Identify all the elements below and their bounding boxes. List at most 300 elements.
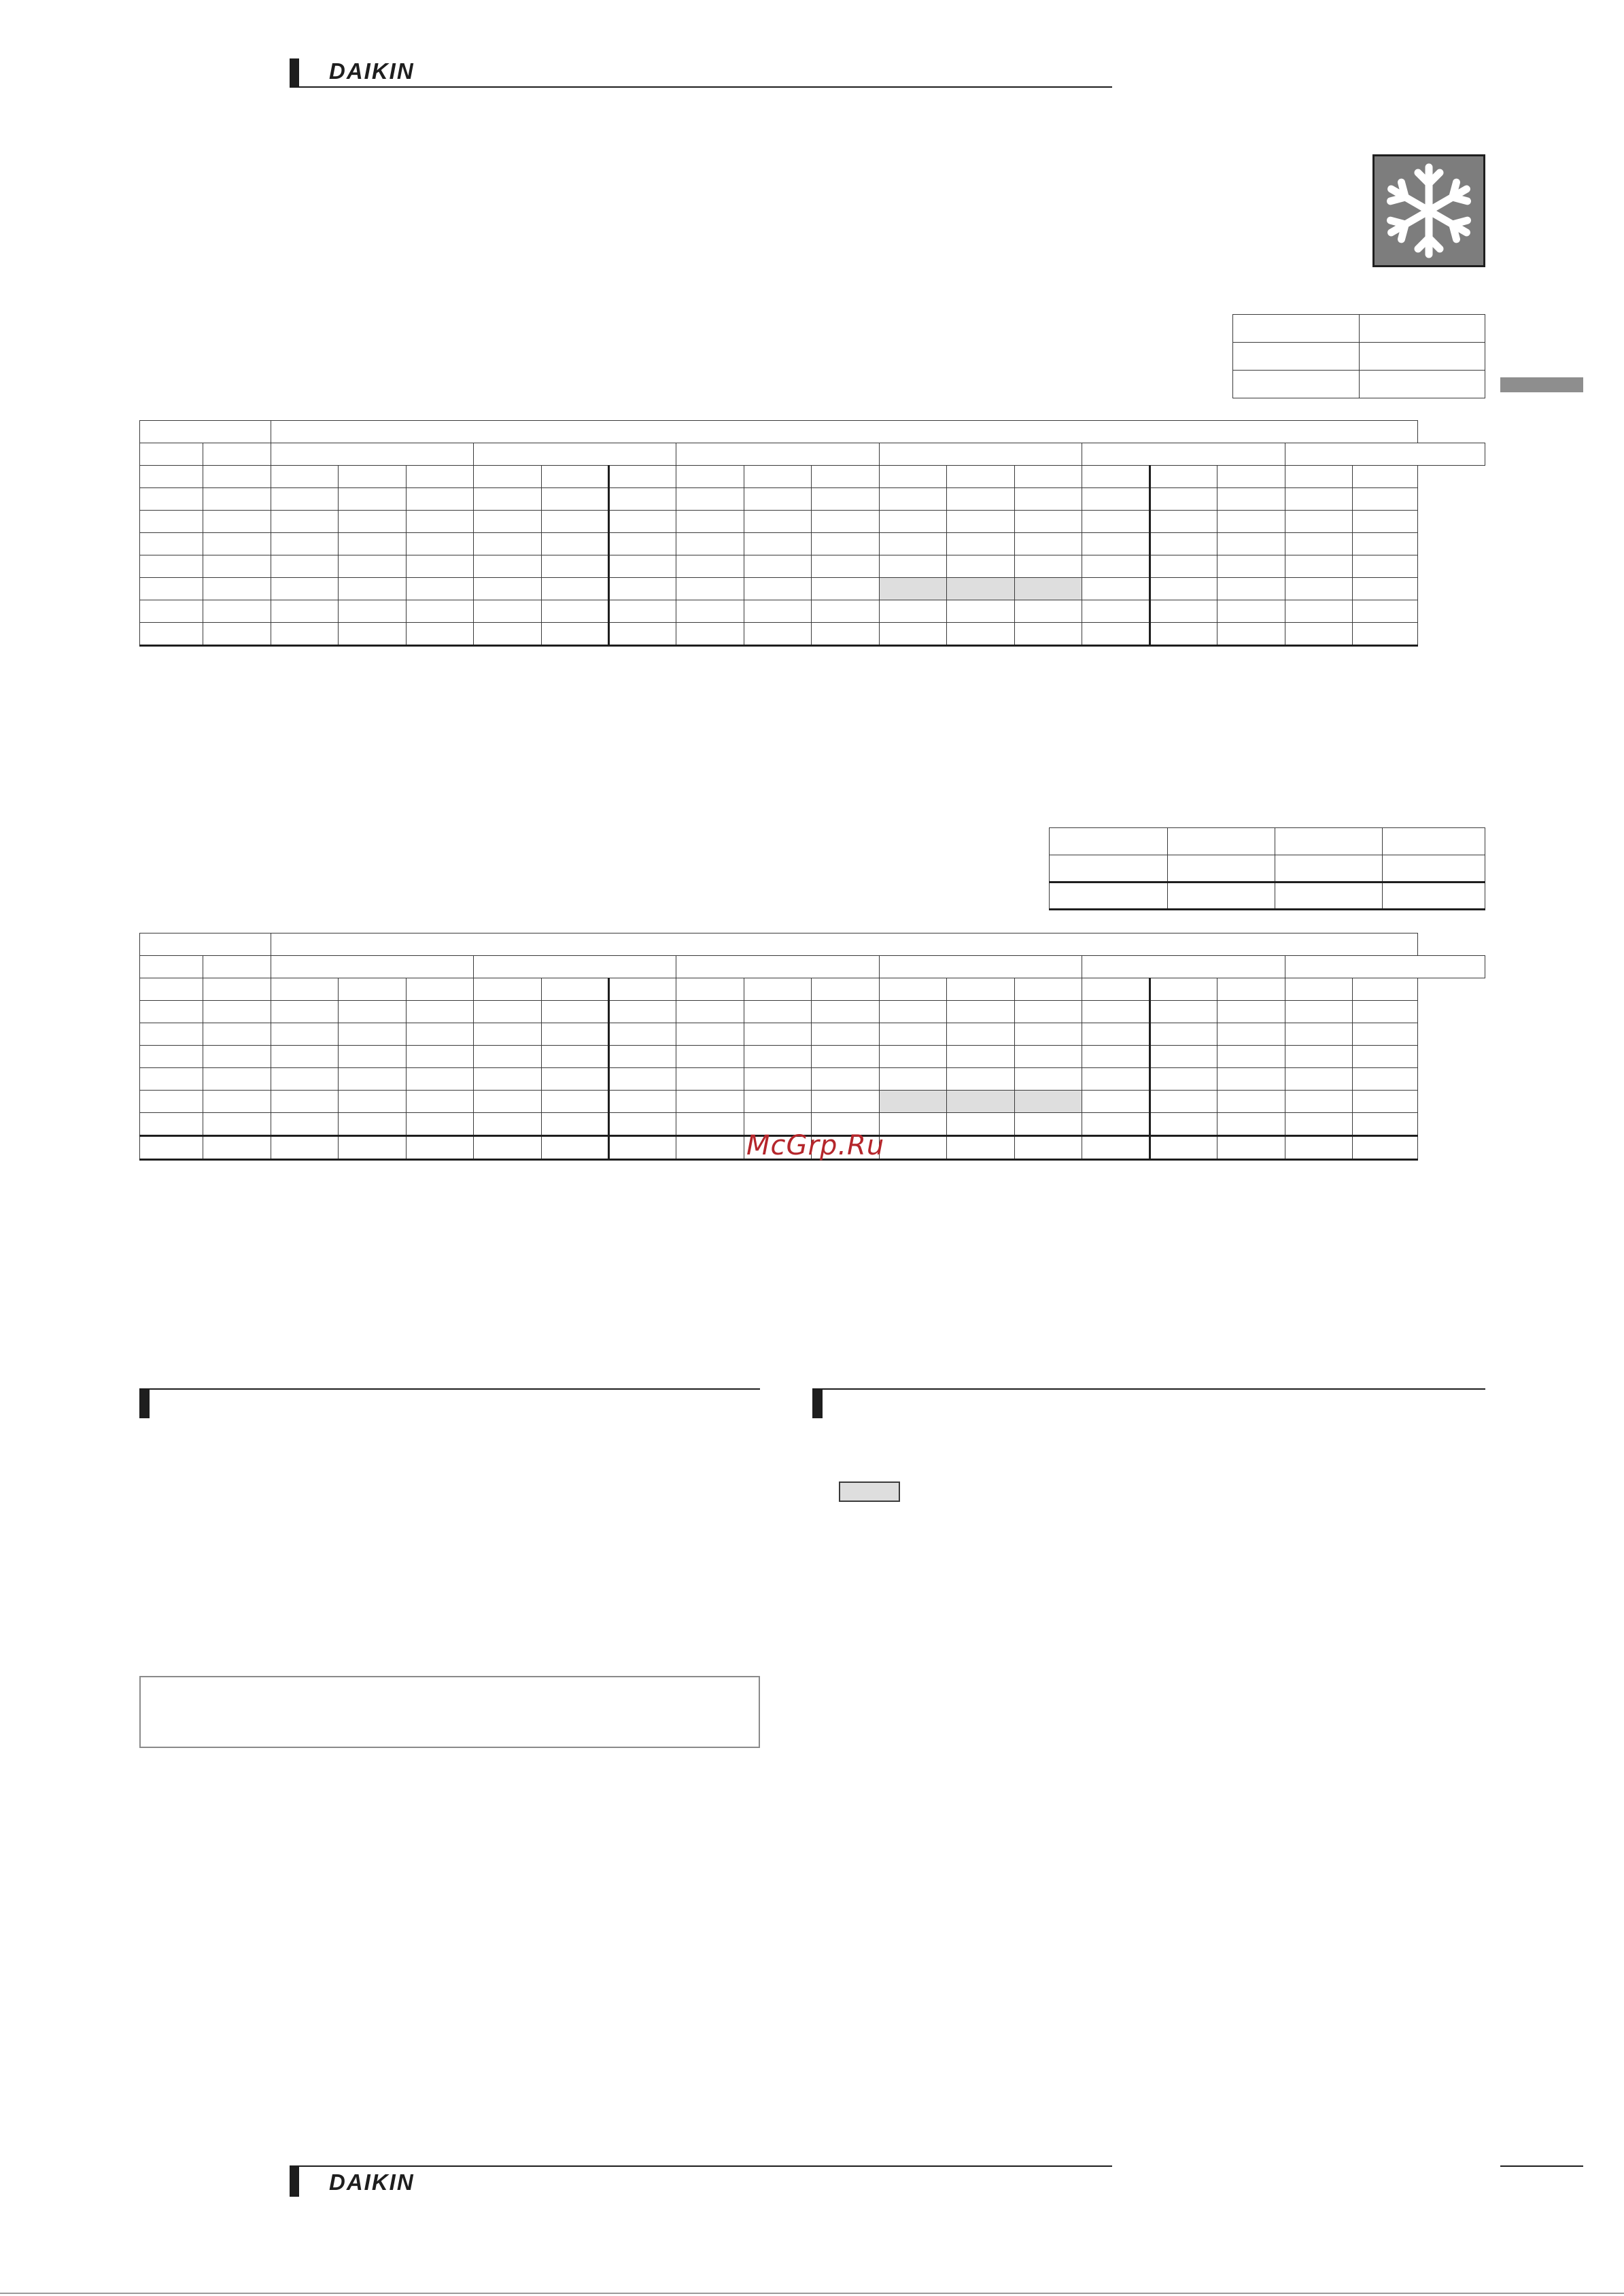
table-cell [812, 978, 880, 1001]
table-cell [140, 1091, 203, 1113]
table-cell [880, 511, 947, 533]
spec-table-1 [1232, 314, 1485, 398]
table-cell [203, 488, 271, 511]
table-cell [1082, 555, 1150, 578]
table-cell [880, 1113, 947, 1136]
table-cell [203, 600, 271, 623]
table-cell [947, 466, 1015, 488]
table-cell [609, 1068, 676, 1091]
table-cell [339, 533, 407, 555]
table-cell [676, 623, 744, 646]
table-cell [947, 623, 1015, 646]
table-cell [812, 1068, 880, 1091]
table-cell [542, 578, 609, 600]
table-cell [1217, 578, 1285, 600]
table-cell [1015, 623, 1082, 646]
table-cell [1353, 1136, 1418, 1160]
table-cell [1285, 1023, 1353, 1046]
table-cell [1150, 488, 1217, 511]
table-cell [407, 978, 474, 1001]
table-cell [1082, 623, 1150, 646]
table-cell [947, 578, 1015, 600]
table-cell [1150, 600, 1217, 623]
table-cell [880, 1068, 947, 1091]
table-cell [542, 488, 609, 511]
table-row [140, 533, 1485, 555]
table-cell [609, 1023, 676, 1046]
table-cell [812, 533, 880, 555]
table-cell [339, 1046, 407, 1068]
table-cell [542, 1001, 609, 1023]
table-cell [676, 555, 744, 578]
table-cell [407, 600, 474, 623]
table-cell [1353, 1023, 1418, 1046]
table-row [140, 1068, 1485, 1091]
table-cell [407, 555, 474, 578]
table-cell [880, 488, 947, 511]
bottom-edge-line [0, 2293, 1624, 2294]
table-cell [474, 466, 542, 488]
table-cell [1150, 1046, 1217, 1068]
table-cell [947, 1001, 1015, 1023]
table-cell [203, 511, 271, 533]
table-cell [542, 533, 609, 555]
table-cell [676, 1023, 744, 1046]
table-cell [1285, 555, 1353, 578]
table-cell [812, 600, 880, 623]
table-cell [407, 1046, 474, 1068]
table-cell [1217, 555, 1285, 578]
table-cell [1150, 1068, 1217, 1091]
table-cell [947, 978, 1015, 1001]
table-cell [203, 1113, 271, 1136]
table-cell [1015, 533, 1082, 555]
table-cell [609, 623, 676, 646]
table-cell [1285, 600, 1353, 623]
table-cell [676, 488, 744, 511]
footer-right-rule [1500, 2165, 1583, 2167]
table-cell [812, 1091, 880, 1113]
table-cell [812, 623, 880, 646]
table-cell [609, 555, 676, 578]
table-cell [1082, 1136, 1150, 1160]
table-cell [271, 555, 339, 578]
table-cell [676, 1136, 744, 1160]
table-cell [1082, 1091, 1150, 1113]
table-cell [1217, 1001, 1285, 1023]
table-cell [880, 1091, 947, 1113]
table-cell [609, 1113, 676, 1136]
snowflake-icon [1375, 156, 1483, 265]
table-cell [203, 1068, 271, 1091]
table-cell [947, 488, 1015, 511]
table-cell [1150, 1001, 1217, 1023]
table-cell [1353, 1046, 1418, 1068]
table-cell [609, 978, 676, 1001]
table-cell [271, 1113, 339, 1136]
table-cell [1353, 1091, 1418, 1113]
table-cell [1353, 623, 1418, 646]
table-cell [1015, 1113, 1082, 1136]
table-cell [474, 533, 542, 555]
table-cell [203, 1136, 271, 1160]
table-cell [203, 1091, 271, 1113]
table-cell [271, 1001, 339, 1023]
watermark-text: McGrp.Ru [746, 1130, 885, 1161]
table-cell [1082, 488, 1150, 511]
table-cell [1082, 978, 1150, 1001]
table-row [140, 511, 1485, 533]
table-cell [1285, 978, 1353, 1001]
table-cell [474, 1113, 542, 1136]
table-cell [1285, 1046, 1353, 1068]
table-cell [542, 600, 609, 623]
table-cell [271, 600, 339, 623]
table-cell [474, 555, 542, 578]
table-cell [1353, 1001, 1418, 1023]
table-cell [407, 488, 474, 511]
table-cell [1015, 1068, 1082, 1091]
table-cell [474, 511, 542, 533]
table-cell [609, 1136, 676, 1160]
table-cell [1150, 511, 1217, 533]
table-cell [1015, 1091, 1082, 1113]
table-cell [542, 511, 609, 533]
table-cell [676, 1113, 744, 1136]
table-row [140, 600, 1485, 623]
table-cell [1150, 1091, 1217, 1113]
table-cell [1353, 488, 1418, 511]
table-row [140, 623, 1485, 646]
table-cell [880, 600, 947, 623]
table-cell [609, 1091, 676, 1113]
table-cell [140, 1068, 203, 1091]
table-cell [203, 1023, 271, 1046]
capacity-table-2 [139, 933, 1485, 1161]
table-cell [880, 978, 947, 1001]
table-cell [1015, 1046, 1082, 1068]
table-cell [1150, 978, 1217, 1001]
table-cell [1217, 533, 1285, 555]
table-cell [474, 578, 542, 600]
table-cell [1217, 1023, 1285, 1046]
table-cell [744, 578, 812, 600]
table-cell [339, 600, 407, 623]
table-cell [1285, 1068, 1353, 1091]
header-marker [290, 58, 299, 87]
table-cell [339, 511, 407, 533]
table-cell [1082, 511, 1150, 533]
table-cell [609, 466, 676, 488]
table-cell [140, 1113, 203, 1136]
table-cell [947, 533, 1015, 555]
table-cell [140, 578, 203, 600]
right-section-marker [812, 1388, 823, 1418]
table-cell [140, 511, 203, 533]
table-cell [140, 978, 203, 1001]
footer-marker [290, 2167, 299, 2197]
table-cell [676, 578, 744, 600]
table-cell [1217, 466, 1285, 488]
table-cell [271, 533, 339, 555]
table-cell [1015, 1001, 1082, 1023]
capacity-table-1 [139, 420, 1485, 647]
table-cell [271, 466, 339, 488]
table-cell [271, 978, 339, 1001]
table-cell [203, 555, 271, 578]
table-cell [474, 623, 542, 646]
table-row [140, 978, 1485, 1001]
table-cell [880, 533, 947, 555]
table-cell [1082, 466, 1150, 488]
table-row [140, 466, 1485, 488]
table-cell [1353, 578, 1418, 600]
table-cell [1285, 1001, 1353, 1023]
table-cell [542, 623, 609, 646]
table-cell [744, 1001, 812, 1023]
table-row [140, 488, 1485, 511]
table-cell [140, 623, 203, 646]
table-cell [271, 1023, 339, 1046]
spec-table-2 [1049, 827, 1485, 910]
table-row [140, 1001, 1485, 1023]
table-cell [407, 533, 474, 555]
table-cell [676, 1091, 744, 1113]
table-cell [1150, 1023, 1217, 1046]
table-cell [474, 1068, 542, 1091]
table-cell [947, 600, 1015, 623]
table-cell [140, 488, 203, 511]
table-cell [744, 1091, 812, 1113]
table-cell [812, 555, 880, 578]
table-cell [542, 1068, 609, 1091]
table-cell [1285, 533, 1353, 555]
table-cell [271, 1046, 339, 1068]
left-section-marker [139, 1388, 150, 1418]
table-cell [339, 1113, 407, 1136]
table-cell [609, 1046, 676, 1068]
table-cell [203, 578, 271, 600]
table-cell [140, 1023, 203, 1046]
table-cell [1015, 555, 1082, 578]
table-cell [812, 488, 880, 511]
table-cell [812, 578, 880, 600]
table-cell [1353, 1068, 1418, 1091]
table-cell [407, 578, 474, 600]
table-cell [676, 533, 744, 555]
table-cell [880, 466, 947, 488]
table-cell [542, 466, 609, 488]
table-cell [474, 1091, 542, 1113]
table-cell [1217, 600, 1285, 623]
table-cell [1015, 1023, 1082, 1046]
table-cell [1285, 578, 1353, 600]
table-cell [1217, 1068, 1285, 1091]
table-cell [744, 488, 812, 511]
table-cell [812, 1001, 880, 1023]
table-cell [271, 623, 339, 646]
table-cell [1150, 555, 1217, 578]
table-cell [339, 578, 407, 600]
table-cell [676, 1068, 744, 1091]
table-cell [1217, 623, 1285, 646]
header-logo: DAIKIN [329, 58, 415, 84]
table-cell [474, 600, 542, 623]
table-cell [744, 1068, 812, 1091]
table-subheader-row [140, 443, 1485, 466]
table-cell [1353, 555, 1418, 578]
table-cell [1353, 600, 1418, 623]
table-cell [1015, 1136, 1082, 1160]
table-cell [1150, 1113, 1217, 1136]
table-cell [744, 466, 812, 488]
table-cell [1285, 623, 1353, 646]
table-cell [1150, 623, 1217, 646]
table-cell [542, 978, 609, 1001]
table-cell [1353, 533, 1418, 555]
table-cell [1217, 1113, 1285, 1136]
table-cell [1217, 1046, 1285, 1068]
table-header-row [140, 421, 1485, 443]
table-cell [542, 1136, 609, 1160]
table-cell [812, 1023, 880, 1046]
table-cell [271, 1091, 339, 1113]
table-cell [744, 1023, 812, 1046]
table-cell [203, 1046, 271, 1068]
table-cell [407, 511, 474, 533]
table-row [140, 555, 1485, 578]
table-cell [407, 1023, 474, 1046]
table-cell [1082, 1023, 1150, 1046]
table-cell [203, 1001, 271, 1023]
table-cell [1082, 600, 1150, 623]
table-cell [744, 1046, 812, 1068]
table-cell [1082, 1068, 1150, 1091]
table-cell [1150, 466, 1217, 488]
table-cell [1217, 511, 1285, 533]
table-cell [1217, 1136, 1285, 1160]
table-cell [880, 1001, 947, 1023]
note-box [139, 1676, 760, 1748]
table-cell [1217, 488, 1285, 511]
table-cell [474, 1046, 542, 1068]
table-cell [1015, 600, 1082, 623]
table-cell [271, 1068, 339, 1091]
table-cell [1285, 1136, 1353, 1160]
table-cell [1217, 1091, 1285, 1113]
table-cell [1015, 511, 1082, 533]
table-cell [140, 1136, 203, 1160]
table-cell [880, 578, 947, 600]
table-cell [947, 555, 1015, 578]
footer-rule [290, 2165, 1112, 2167]
table-cell [339, 466, 407, 488]
right-section-rule [812, 1388, 1485, 1390]
table-cell [1150, 578, 1217, 600]
table-cell [609, 600, 676, 623]
table-cell [1015, 488, 1082, 511]
table-cell [1285, 1091, 1353, 1113]
table-cell [609, 578, 676, 600]
left-section-rule [139, 1388, 760, 1390]
table-cell [1353, 511, 1418, 533]
table-row [140, 1023, 1485, 1046]
table-cell [542, 1046, 609, 1068]
table-cell [812, 1046, 880, 1068]
table-cell [1353, 978, 1418, 1001]
table-cell [140, 533, 203, 555]
table-cell [474, 1023, 542, 1046]
table-cell [474, 488, 542, 511]
table-cell [744, 623, 812, 646]
table-cell [203, 978, 271, 1001]
table-cell [947, 1046, 1015, 1068]
table-cell [271, 488, 339, 511]
table-cell [339, 1091, 407, 1113]
table-cell [407, 1001, 474, 1023]
table-subheader-row [140, 956, 1485, 978]
table-row [140, 1046, 1485, 1068]
table-cell [339, 1136, 407, 1160]
table-cell [744, 978, 812, 1001]
table-cell [676, 1046, 744, 1068]
table-cell [947, 1023, 1015, 1046]
section-tab-marker [1500, 377, 1583, 392]
table-cell [140, 600, 203, 623]
footer-logo: DAIKIN [329, 2170, 415, 2195]
table-cell [339, 555, 407, 578]
table-cell [140, 1046, 203, 1068]
table-cell [407, 1113, 474, 1136]
table-cell [947, 1113, 1015, 1136]
table-cell [339, 623, 407, 646]
table-cell [474, 1136, 542, 1160]
table-cell [339, 1068, 407, 1091]
table-cell [947, 1068, 1015, 1091]
table-cell [271, 578, 339, 600]
table-cell [271, 511, 339, 533]
table-cell [1285, 488, 1353, 511]
table-cell [1150, 1136, 1217, 1160]
table-cell [339, 1023, 407, 1046]
table-cell [1285, 511, 1353, 533]
table-cell [1353, 466, 1418, 488]
table-cell [676, 466, 744, 488]
table-cell [474, 978, 542, 1001]
table-cell [1082, 1113, 1150, 1136]
table-cell [880, 623, 947, 646]
table-cell [676, 1001, 744, 1023]
cooling-mode-icon [1372, 154, 1485, 267]
table-cell [880, 1046, 947, 1068]
table-cell [880, 555, 947, 578]
table-cell [407, 1068, 474, 1091]
table-cell [407, 623, 474, 646]
table-row [140, 1091, 1485, 1113]
shaded-legend-swatch [839, 1481, 900, 1502]
table-cell [676, 511, 744, 533]
table-cell [947, 511, 1015, 533]
table-cell [203, 533, 271, 555]
table-cell [407, 466, 474, 488]
table-cell [1285, 1113, 1353, 1136]
header-rule [290, 86, 1112, 88]
table-cell [947, 1091, 1015, 1113]
table-cell [1082, 533, 1150, 555]
table-cell [609, 511, 676, 533]
table-cell [1285, 466, 1353, 488]
table-cell [1082, 1001, 1150, 1023]
